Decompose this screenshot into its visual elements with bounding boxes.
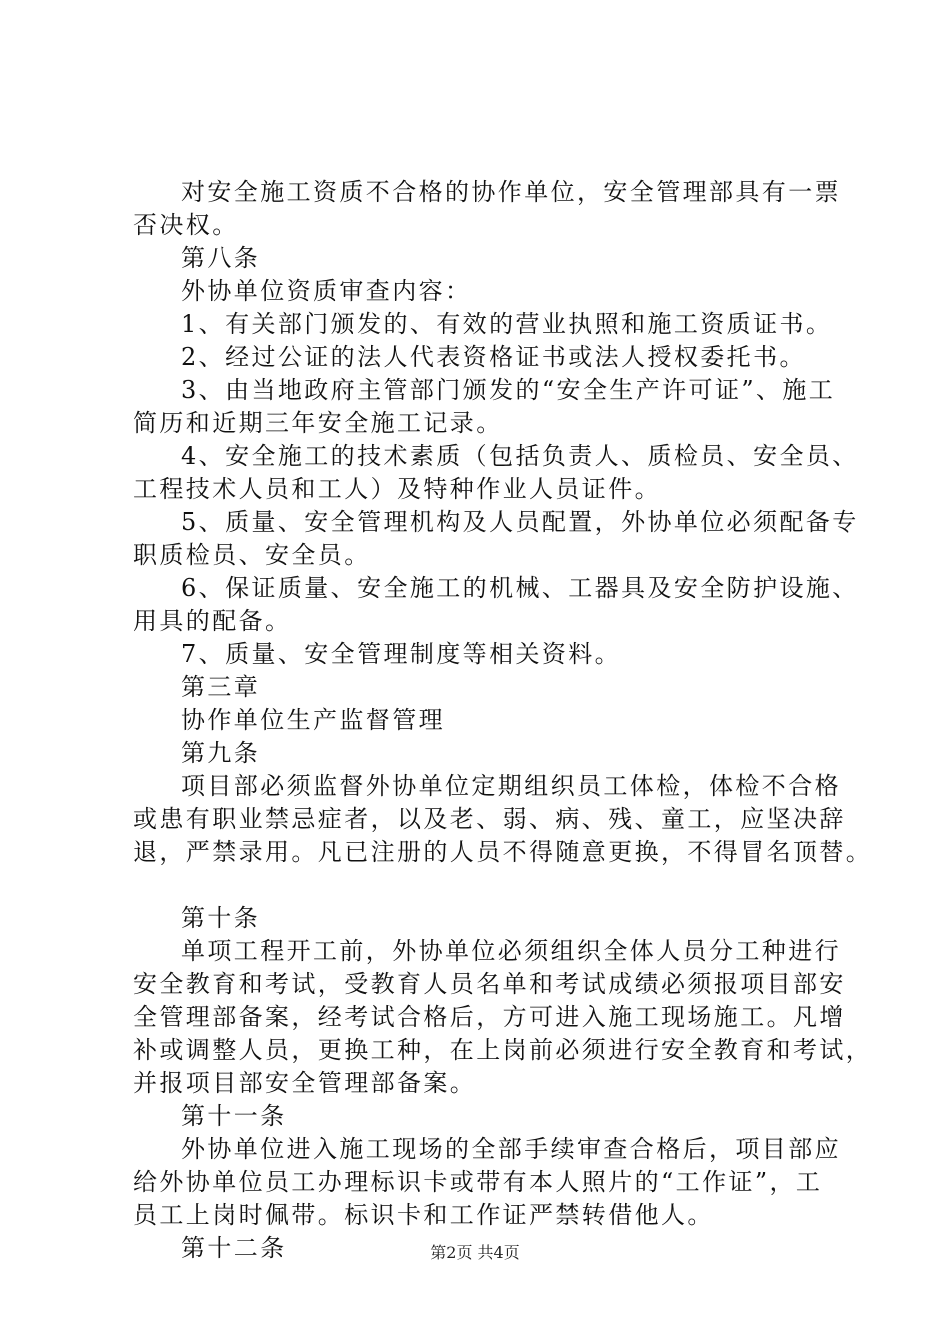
text-line: 简历和近期三年安全施工记录。 [133, 409, 503, 437]
document-body [133, 176, 873, 1265]
text-line: 第九条 [181, 739, 261, 767]
text-line: 或患有职业禁忌症者，以及老、弱、病、残、童工，应坚决辞 [133, 805, 846, 833]
text-line: 2、经过公证的法人代表资格证书或法人授权委托书。 [181, 343, 806, 371]
text-line: 3、由当地政府主管部门颁发的“安全生产许可证”、施工 [181, 376, 836, 404]
text-line: 全管理部备案，经考试合格后，方可进入施工现场施工。凡增 [133, 1003, 846, 1031]
text-line: 补或调整人员，更换工种，在上岗前必须进行安全教育和考试， [133, 1036, 873, 1064]
text-line: 外协单位资质审查内容： [181, 277, 472, 305]
text-line: 项目部必须监督外协单位定期组织员工体检，体检不合格 [181, 772, 841, 800]
text-line: 员工上岗时佩带。标识卡和工作证严禁转借他人。 [133, 1201, 714, 1229]
text-line: 第十二条 [181, 1234, 287, 1262]
text-line: 否决权。 [133, 211, 239, 239]
text-line: 用具的配备。 [133, 607, 292, 635]
text-line: 外协单位进入施工现场的全部手续审查合格后，项目部应 [181, 1135, 841, 1163]
text-line: 7、质量、安全管理制度等相关资料。 [181, 640, 622, 668]
text-line: 5、质量、安全管理机构及人员配置，外协单位必须配备专 [181, 508, 859, 536]
text-line: 单项工程开工前，外协单位必须组织全体人员分工种进行 [181, 937, 841, 965]
text-line: 第十一条 [181, 1102, 287, 1130]
text-line: 工程技术人员和工人）及特种作业人员证件。 [133, 475, 661, 503]
text-line: 6、保证质量、安全施工的机械、工器具及安全防护设施、 [181, 574, 859, 602]
text-line: 4、安全施工的技术素质（包括负责人、质检员、安全员、 [181, 442, 859, 470]
text-line: 第三章 [181, 673, 261, 701]
text-line: 退，严禁录用。凡已注册的人员不得随意更换，不得冒名顶替。 [133, 838, 873, 866]
text-line: 第八条 [181, 244, 261, 272]
text-line: 1、有关部门颁发的、有效的营业执照和施工资质证书。 [181, 310, 833, 338]
text-line: 并报项目部安全管理部备案。 [133, 1069, 477, 1097]
text-line: 安全教育和考试，受教育人员名单和考试成绩必须报项目部安 [133, 970, 846, 998]
text-line: 协作单位生产监督管理 [181, 706, 445, 734]
text-line: 第十条 [181, 904, 261, 932]
text-line: 给外协单位员工办理标识卡或带有本人照片的“工作证”，工 [133, 1168, 823, 1196]
text-line: 对安全施工资质不合格的协作单位，安全管理部具有一票 [181, 178, 841, 206]
page-footer: 第2页 共4页 [430, 1243, 520, 1262]
blank-line [133, 869, 833, 902]
text-line: 职质检员、安全员。 [133, 541, 371, 569]
